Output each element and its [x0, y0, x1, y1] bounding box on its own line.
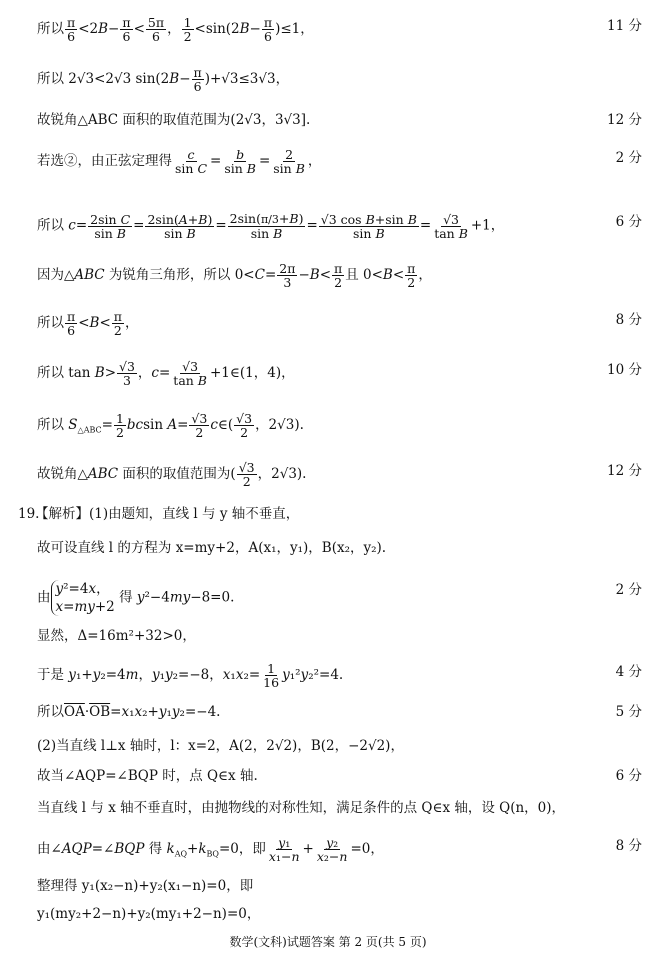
score-label: 6 分 [615, 768, 642, 784]
score-label: 2 分 [615, 582, 642, 598]
line-content: 由∠AQP=∠BQP 得 $k_{AQ}+k_{BQ}=0$，即 $\frac{\text{y₁}}{\text{x₁−n}}$ + $\frac{\text{y₂}}{\text{x₂−n}}$ =0， [37, 835, 384, 864]
line-content: 【解析】(1)由题知，直线 l 与 y 轴不垂直， [35, 506, 300, 522]
line-content: 当直线 l 与 x 轴不垂直时，由抛物线的对称性知，满足条件的点 Q∈x 轴，设 Q(n，0)， [37, 800, 566, 816]
line-content: 故锐角△ABC 面积的取值范围为( $\frac{√3}{2}$ ，2√3). [37, 460, 307, 489]
line-content: 所以 c= $\frac{\text{2sin C}}{\text{sin B}}$ = $\frac{2\sin(A+B)}{\text{sin B}}$ = $\frac{2\sin(\pi/3+B)}{\text{sin B}}$ = $\frac{\text{√3 cos B+sin B}}{\text{sin B}}$ = $\frac{√3}{\text{tan B}}$ +1， [37, 211, 505, 241]
line-content: 故可设直线 l 的方程为 x=my+2，A(x₁，y₁)，B(x₂，y₂). [37, 540, 387, 556]
line-content: 所以$\overline{OA}\cdot\overline{OB}=x_1x_2+y_1y_2=-4$. [37, 704, 221, 720]
line-content: 显然，Δ=16m²+32>0， [37, 628, 196, 644]
score-label: 12 分 [607, 112, 642, 128]
line-content: 若选②，由正弦定理得 $\frac{c}{\text{sin C}}$ = $\frac{b}{\text{sin B}}$ = $\frac{2}{\text{sin B}}$ ， [37, 147, 322, 176]
line-content: y₁(my₂+2−n)+y₂(my₁+2−n)=0， [37, 906, 261, 922]
line-content: 所以 tan B> $\frac{√3}{3}$ ，c= $\frac{√3}{\text{tan B}}$ +1∈(1，4)， [37, 359, 295, 388]
line-content: 故锐角△ABC 面积的取值范围为(2√3，3√3]. [37, 112, 311, 128]
line-content: 所以 $S_{\triangle ABC}=$ $\frac{1}{2}$ bcsin A= $\frac{√3}{2}$ c∈( $\frac{√3}{2}$ ，2√3). [37, 411, 304, 440]
line-content: 所以 $\frac{\pi}{6}$ <2B− $\frac{\pi}{6}$ < $\frac{5\pi}{6}$ ， $\frac{1}{2}$ <sin(2B− $\frac{\pi}{6}$ )≤1， [37, 15, 314, 44]
line-content: 由 y²=4x， x=my+2 得 y²−4my−8=0. [37, 581, 235, 615]
score-label: 5 分 [615, 704, 642, 720]
line-content: 故当∠AQP=∠BQP 时，点 Q∈x 轴. [37, 768, 258, 784]
score-label: 8 分 [615, 838, 642, 854]
line-content: (2)当直线 l⊥x 轴时，l：x=2，A(2，2√2)，B(2，−2√2)， [37, 738, 404, 754]
score-label: 8 分 [615, 312, 642, 328]
question-number: 19. [18, 506, 40, 522]
line-content: 所以 $\frac{\pi}{6}$ <B< $\frac{\pi}{2}$ ， [37, 309, 139, 338]
score-label: 6 分 [615, 214, 642, 230]
score-label: 12 分 [607, 463, 642, 479]
score-label: 4 分 [615, 664, 642, 680]
score-label: 10 分 [607, 362, 642, 378]
score-label: 2 分 [615, 150, 642, 166]
line-content: 所以 2√3<2√3 sin(2B− $\frac{\pi}{6}$ )+√3≤3√3， [37, 65, 290, 94]
page-footer: 数学(文科)试题答案 第 2 页(共 5 页) [229, 935, 427, 949]
line-content: 因为△ABC 为锐角三角形，所以 0<C= $\frac{2\pi}{3}$ −B< $\frac{\pi}{2}$ 且 0<B< $\frac{\pi}{2}$ ， [37, 261, 432, 290]
line-content: 于是 y₁+y₂=4m，y₁y₂=−8，x₁x₂= $\frac{1}{16}$ y₁²y₂²=4. [37, 661, 344, 690]
score-label: 11 分 [607, 18, 642, 34]
line-content: 整理得 y₁(x₂−n)+y₂(x₁−n)=0，即 [37, 878, 254, 894]
